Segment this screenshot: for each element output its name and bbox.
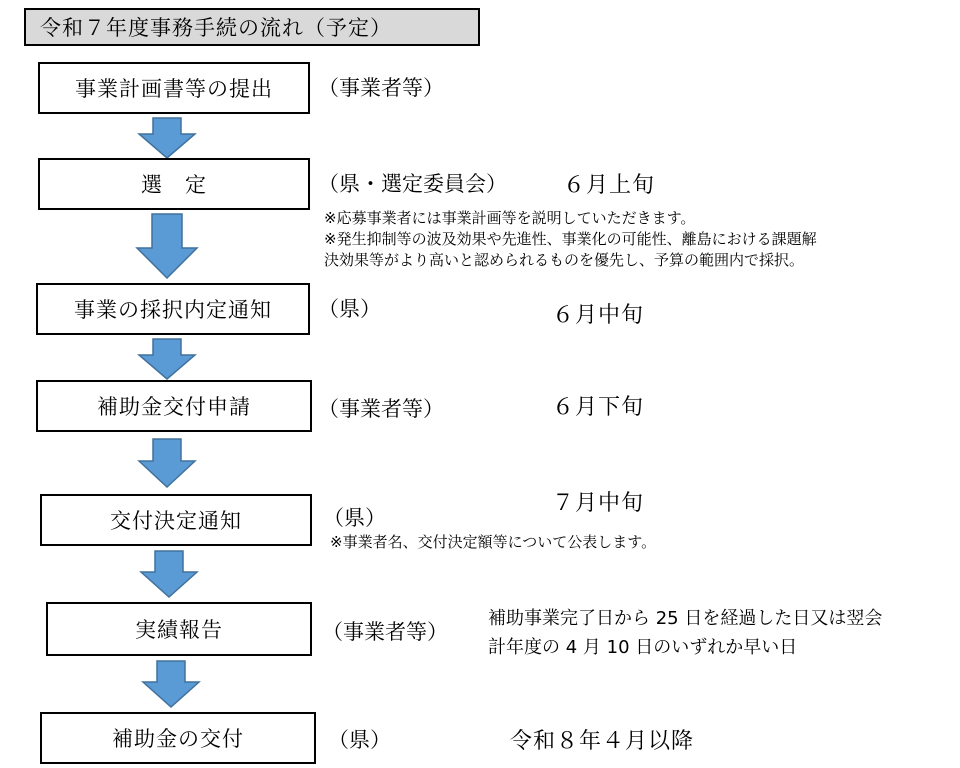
down-arrow-icon (137, 117, 197, 159)
down-arrow-icon (137, 438, 197, 488)
step-performance-report-detail-2: 計年度の 4 月 10 日のいずれか早い日 (488, 637, 798, 658)
step-selection-note-2: ※発生抑制等の波及効果や先進性、事業化の可能性、離島における課題解 (324, 230, 817, 248)
step-grant-application-party: （事業者等） (318, 397, 444, 421)
step-grant-decision-party: （県） (323, 506, 386, 530)
step-tentative-notice-date: ６月中旬 (552, 303, 645, 328)
step-grant-decision-note: ※事業者名、交付決定額等について公表します。 (330, 533, 657, 551)
step-grant-decision-date: ７月中旬 (552, 491, 645, 516)
down-arrow-icon (141, 660, 201, 708)
step-grant-payment-party: （県） (328, 728, 391, 752)
step-grant-application-date: ６月下旬 (552, 395, 645, 420)
step-grant-payment-box: 補助金の交付 (40, 712, 316, 764)
step-selection-date: ６月上旬 (563, 173, 656, 198)
step-submit-plan-party: （事業者等） (318, 76, 444, 100)
step-selection-party: （県・選定委員会） (318, 172, 507, 196)
step-grant-decision-box: 交付決定通知 (40, 494, 312, 546)
down-arrow-icon (137, 338, 197, 380)
step-submit-plan-box: 事業計画書等の提出 (38, 62, 310, 114)
down-arrow-icon (135, 213, 199, 279)
step-tentative-notice-party: （県） (318, 297, 381, 321)
page-title: 令和７年度事務手続の流れ（予定） (24, 8, 480, 46)
step-tentative-notice-box: 事業の採択内定通知 (36, 283, 310, 335)
step-selection-note-1: ※応募事業者には事業計画等を説明していただきます。 (324, 209, 696, 227)
step-grant-payment-date: 令和８年４月以降 (510, 729, 695, 754)
step-selection-box: 選 定 (38, 158, 310, 210)
step-performance-report-detail-1: 補助事業完了日から 25 日を経過した日又は翌会 (488, 608, 883, 629)
step-performance-report-box: 実績報告 (46, 602, 312, 656)
step-performance-report-party: （事業者等） (322, 620, 448, 644)
step-selection-note-3: 決効果等がより高いと認められるものを優先し、予算の範囲内で採択。 (324, 251, 805, 269)
step-grant-application-box: 補助金交付申請 (36, 380, 312, 432)
down-arrow-icon (139, 550, 199, 598)
